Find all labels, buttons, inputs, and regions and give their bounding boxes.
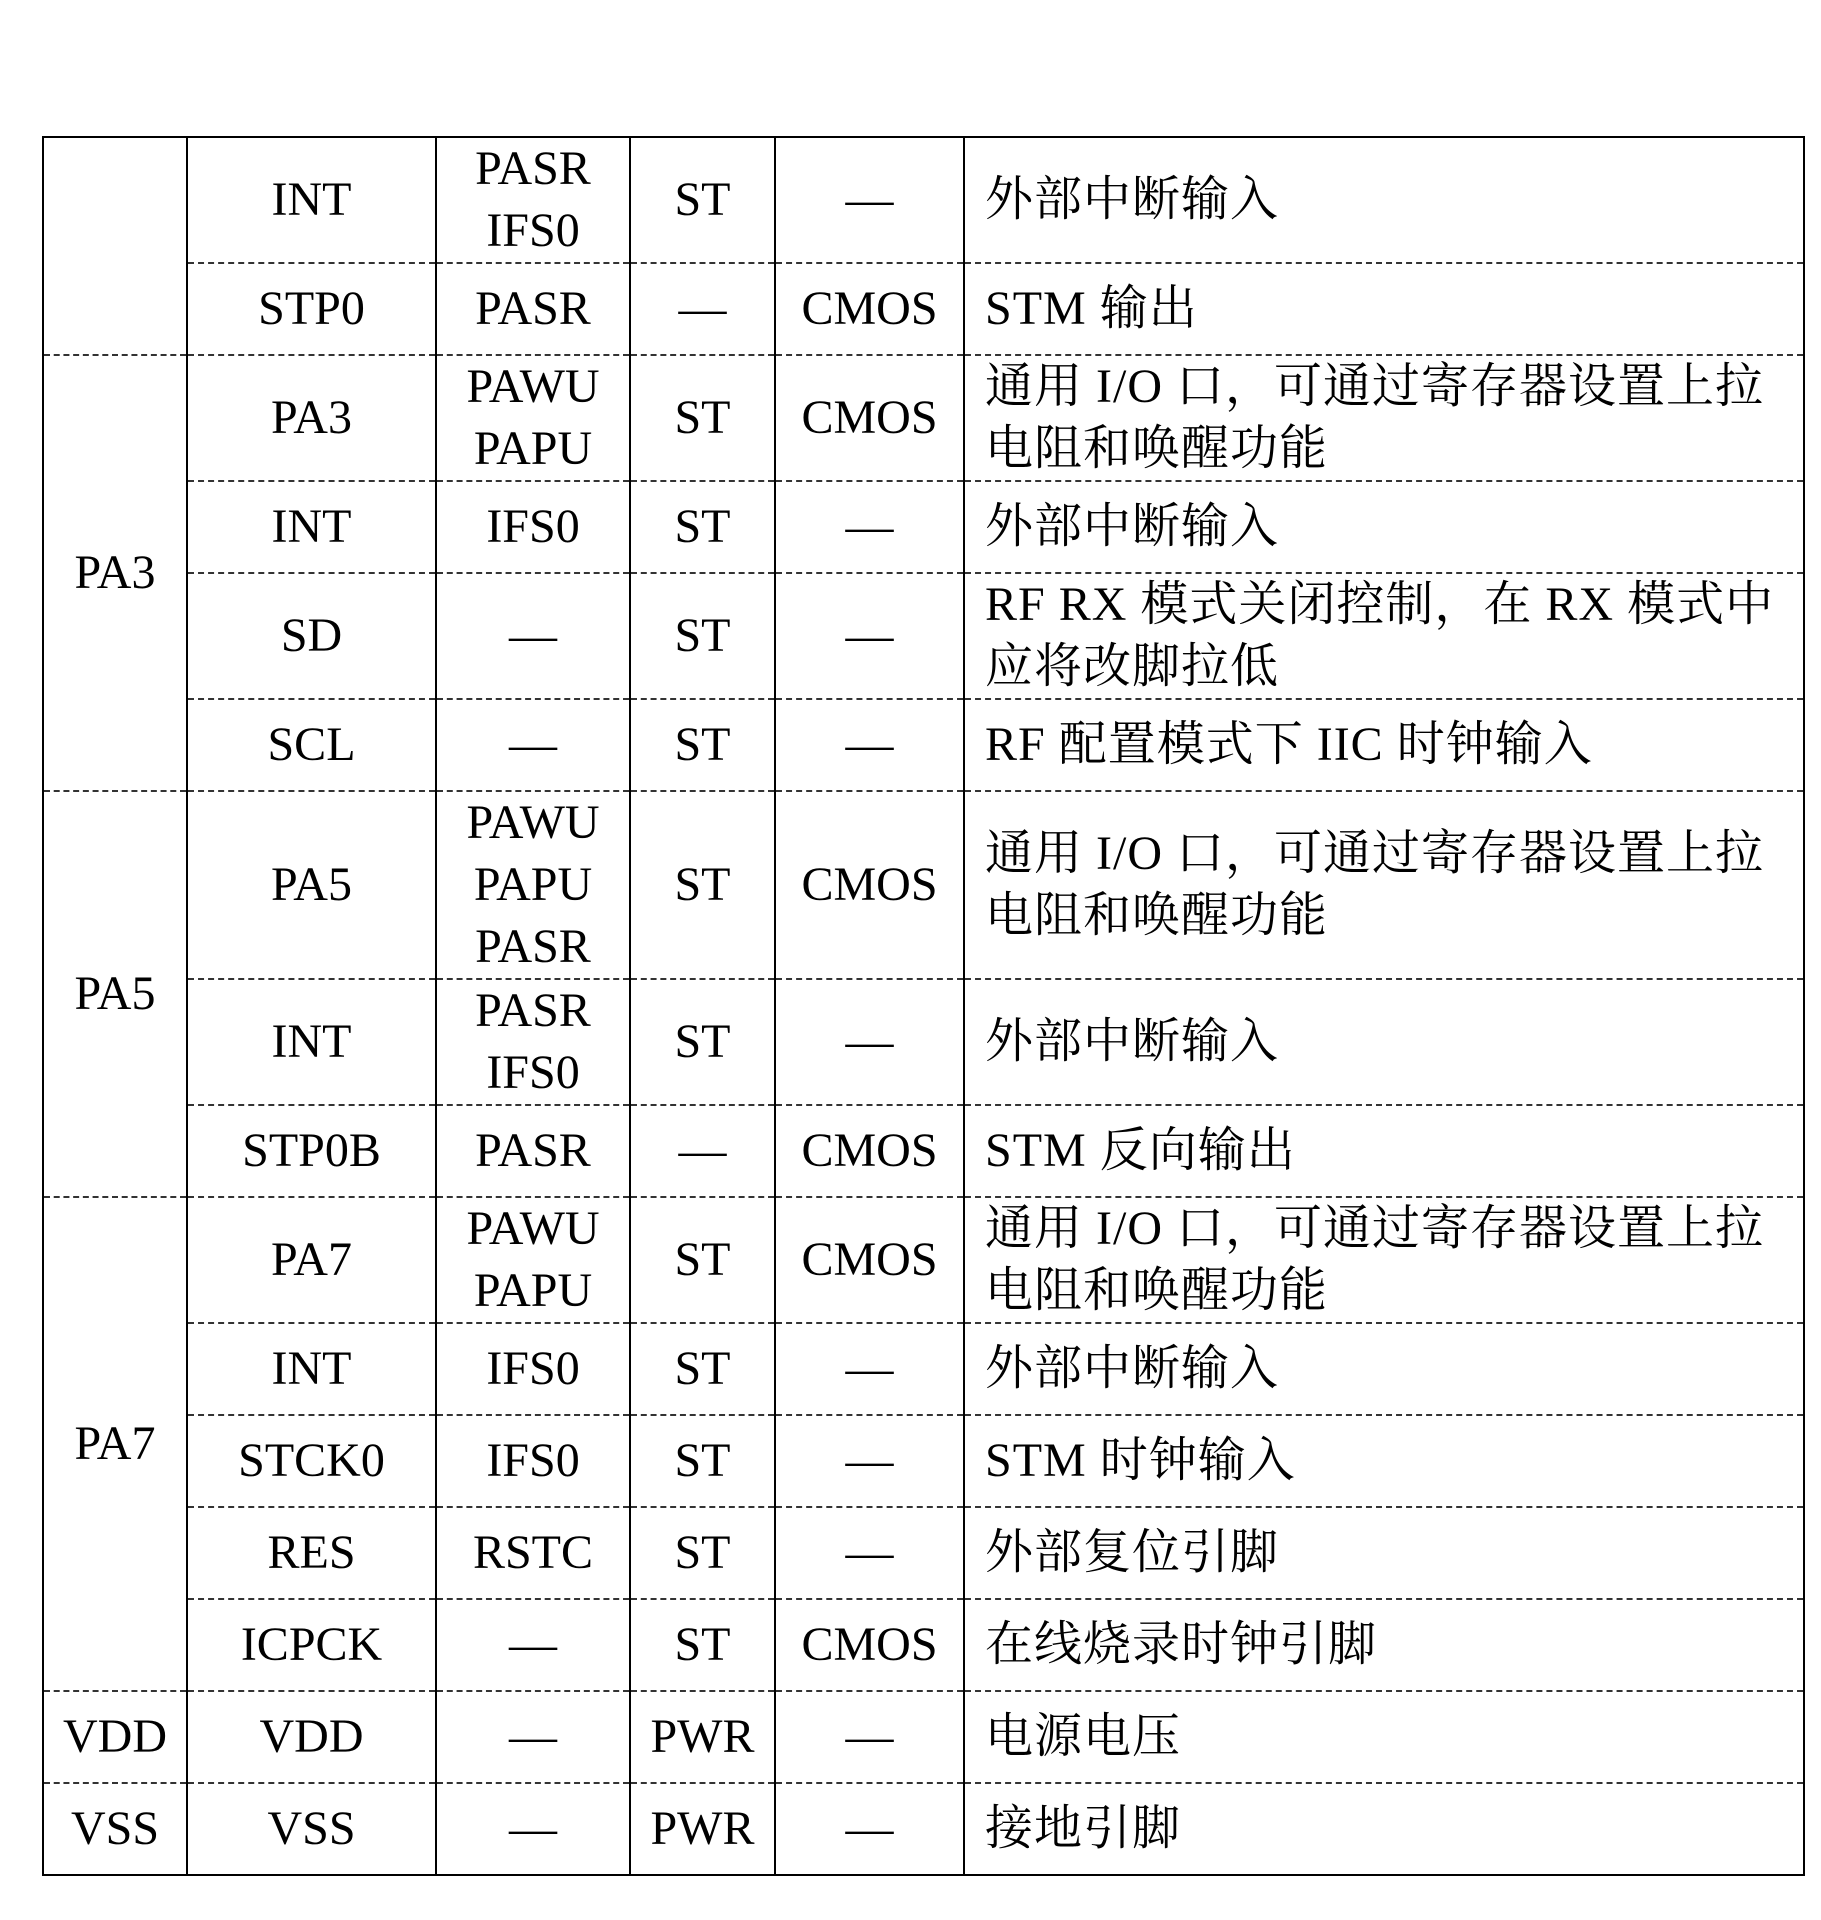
table-row <box>43 1323 1804 1415</box>
pin-name-cell: VSS <box>43 1783 187 1875</box>
function-cell: SCL <box>187 699 436 791</box>
table-row <box>43 699 1804 791</box>
opt-cell <box>436 1197 630 1323</box>
opt-cell <box>436 699 630 791</box>
function-cell: VSS <box>187 1783 436 1875</box>
input-type-cell: ST <box>630 481 775 573</box>
table-row <box>43 979 1804 1105</box>
input-type-cell: ST <box>630 1323 775 1415</box>
description-cell: STM 输出 <box>964 263 1804 355</box>
opt-value: IFS0 <box>486 1434 580 1487</box>
function-cell: VDD <box>187 1691 436 1783</box>
opt-value: — <box>509 1618 557 1671</box>
function-cell: PA5 <box>187 791 436 979</box>
opt-value: — <box>509 1710 557 1763</box>
function-cell: INT <box>187 137 436 263</box>
opt-cell <box>436 1783 630 1875</box>
opt-cell <box>436 1691 630 1783</box>
description-cell: 外部复位引脚 <box>964 1507 1804 1599</box>
input-type-cell: ST <box>630 137 775 263</box>
opt-value: IFS0 <box>486 1046 580 1099</box>
description-cell: 在线烧录时钟引脚 <box>964 1599 1804 1691</box>
table-row <box>43 137 1804 263</box>
opt-value: PAPU <box>473 1264 593 1317</box>
description-cell: 外部中断输入 <box>964 137 1804 263</box>
table-row <box>43 1105 1804 1197</box>
description-cell: 通用 I/O 口，可通过寄存器设置上拉电阻和唤醒功能 <box>964 355 1804 481</box>
opt-value: PAWU <box>466 796 600 849</box>
opt-value: PASR <box>475 282 591 335</box>
function-cell: INT <box>187 481 436 573</box>
table-row <box>43 481 1804 573</box>
input-type-cell: PWR <box>630 1783 775 1875</box>
opt-value: PASR <box>475 1124 591 1177</box>
opt-value: — <box>509 609 557 662</box>
pin-name-cell <box>43 137 187 355</box>
opt-cell <box>436 481 630 573</box>
opt-value: — <box>509 718 557 771</box>
opt-cell <box>436 137 630 263</box>
opt-value: PAPU <box>473 422 593 475</box>
pin-name-cell: PA3 <box>43 355 187 791</box>
input-type-cell: PWR <box>630 1691 775 1783</box>
opt-cell <box>436 1507 630 1599</box>
table-row <box>43 1507 1804 1599</box>
function-cell: STP0B <box>187 1105 436 1197</box>
input-type-cell: ST <box>630 1415 775 1507</box>
input-type-cell: ST <box>630 791 775 979</box>
output-type-cell: CMOS <box>775 1599 964 1691</box>
output-type-cell: CMOS <box>775 791 964 979</box>
table-row <box>43 355 1804 481</box>
output-type-cell: — <box>775 1507 964 1599</box>
description-cell: 外部中断输入 <box>964 979 1804 1105</box>
output-type-cell: CMOS <box>775 263 964 355</box>
opt-value: PAWU <box>466 1202 600 1255</box>
output-type-cell: — <box>775 1323 964 1415</box>
description-cell: 通用 I/O 口，可通过寄存器设置上拉电阻和唤醒功能 <box>964 791 1804 979</box>
table-row <box>43 1415 1804 1507</box>
input-type-cell: — <box>630 1105 775 1197</box>
opt-value: PAWU <box>466 360 600 413</box>
input-type-cell: ST <box>630 355 775 481</box>
table-row <box>43 791 1804 979</box>
table-row <box>43 573 1804 699</box>
output-type-cell: — <box>775 481 964 573</box>
opt-value: IFS0 <box>486 500 580 553</box>
description-cell: STM 反向输出 <box>964 1105 1804 1197</box>
table-row <box>43 1783 1804 1875</box>
opt-value: PASR <box>475 142 591 195</box>
function-cell: ICPCK <box>187 1599 436 1691</box>
function-cell: SD <box>187 573 436 699</box>
description-cell: RF 配置模式下 IIC 时钟输入 <box>964 699 1804 791</box>
output-type-cell: — <box>775 979 964 1105</box>
opt-cell <box>436 791 630 979</box>
table-row <box>43 263 1804 355</box>
description-cell: RF RX 模式关闭控制，在 RX 模式中应将改脚拉低 <box>964 573 1804 699</box>
opt-cell <box>436 263 630 355</box>
output-type-cell: CMOS <box>775 1105 964 1197</box>
function-cell: PA7 <box>187 1197 436 1323</box>
opt-value: PAPU <box>473 858 593 911</box>
function-cell: STP0 <box>187 263 436 355</box>
output-type-cell: CMOS <box>775 355 964 481</box>
function-cell: INT <box>187 1323 436 1415</box>
function-cell: PA3 <box>187 355 436 481</box>
opt-cell <box>436 1323 630 1415</box>
description-cell: 外部中断输入 <box>964 1323 1804 1415</box>
opt-value: PASR <box>475 920 591 973</box>
output-type-cell: — <box>775 573 964 699</box>
description-cell: 通用 I/O 口，可通过寄存器设置上拉电阻和唤醒功能 <box>964 1197 1804 1323</box>
opt-value: IFS0 <box>486 204 580 257</box>
pin-name-cell: VDD <box>43 1691 187 1783</box>
output-type-cell: — <box>775 1783 964 1875</box>
input-type-cell: ST <box>630 979 775 1105</box>
table-row <box>43 1197 1804 1323</box>
input-type-cell: ST <box>630 1197 775 1323</box>
description-cell: 接地引脚 <box>964 1783 1804 1875</box>
pin-name-cell: PA5 <box>43 791 187 1197</box>
function-cell: INT <box>187 979 436 1105</box>
opt-value: PASR <box>475 984 591 1037</box>
output-type-cell: — <box>775 699 964 791</box>
opt-cell <box>436 1599 630 1691</box>
description-cell: 外部中断输入 <box>964 481 1804 573</box>
opt-cell <box>436 573 630 699</box>
table-body <box>43 137 1804 1875</box>
output-type-cell: — <box>775 1691 964 1783</box>
opt-value: RSTC <box>472 1526 594 1579</box>
opt-value: — <box>509 1802 557 1855</box>
input-type-cell: ST <box>630 1507 775 1599</box>
opt-cell <box>436 1105 630 1197</box>
table-row <box>43 1691 1804 1783</box>
description-cell: 电源电压 <box>964 1691 1804 1783</box>
description-cell: STM 时钟输入 <box>964 1415 1804 1507</box>
input-type-cell: ST <box>630 1599 775 1691</box>
table-row <box>43 1599 1804 1691</box>
input-type-cell: — <box>630 263 775 355</box>
function-cell: STCK0 <box>187 1415 436 1507</box>
opt-value: IFS0 <box>486 1342 580 1395</box>
opt-cell <box>436 1415 630 1507</box>
output-type-cell: — <box>775 1415 964 1507</box>
input-type-cell: ST <box>630 699 775 791</box>
opt-cell <box>436 979 630 1105</box>
output-type-cell: — <box>775 137 964 263</box>
opt-cell <box>436 355 630 481</box>
pin-name-cell: PA7 <box>43 1197 187 1691</box>
pin-function-table <box>42 136 1805 1876</box>
output-type-cell: CMOS <box>775 1197 964 1323</box>
input-type-cell: ST <box>630 573 775 699</box>
function-cell: RES <box>187 1507 436 1599</box>
